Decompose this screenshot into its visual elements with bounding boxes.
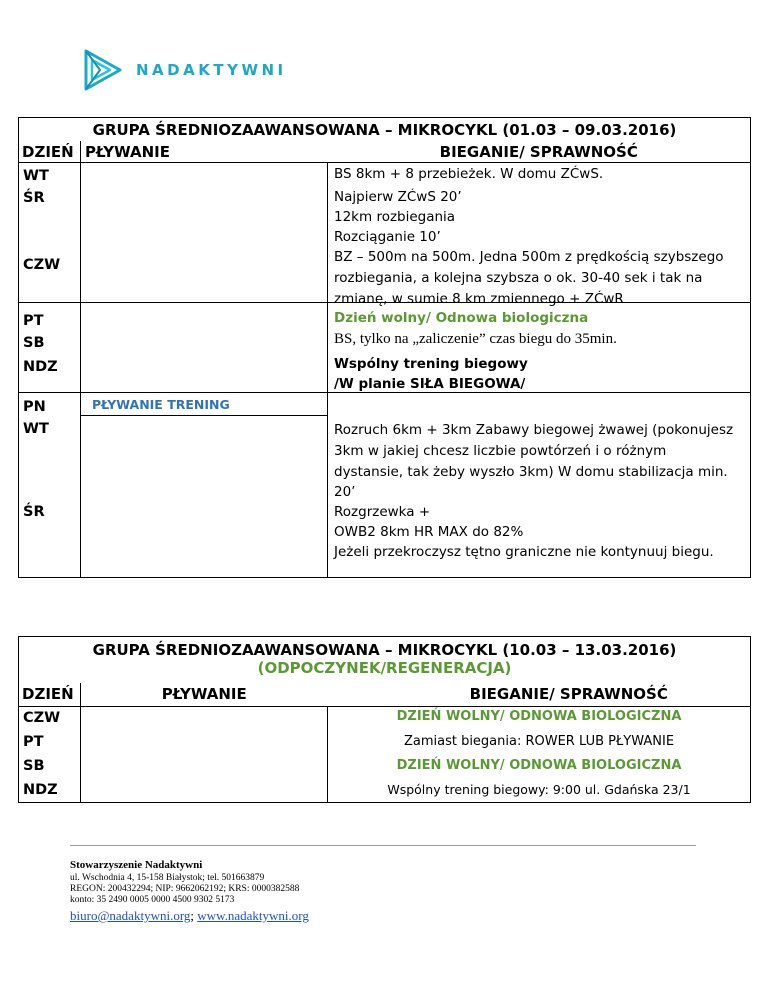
run-line: 12km rozbiegania bbox=[334, 209, 456, 225]
day-label: CZW bbox=[23, 257, 61, 273]
schedule-table-1 bbox=[18, 117, 751, 578]
day-label: NDZ bbox=[23, 359, 58, 375]
day-label: SB bbox=[23, 335, 45, 351]
run-line: zmianę, w sumie 8 km zmiennego + ZĆwR bbox=[334, 291, 624, 307]
play-triangle-icon bbox=[80, 47, 126, 93]
day-label: NDZ bbox=[23, 782, 58, 798]
swim-cell bbox=[81, 163, 328, 303]
run-line: DZIEŃ WOLNY/ ODNOWA BIOLOGICZNA bbox=[396, 758, 682, 773]
run-line: DZIEŃ WOLNY/ ODNOWA BIOLOGICZNA bbox=[396, 709, 682, 724]
col-run-header: BIEGANIE/ SPRAWNOŚĆ bbox=[328, 683, 751, 707]
schedule-table-2 bbox=[18, 636, 751, 803]
day-label: PT bbox=[23, 313, 44, 329]
run-line: Rozciąganie 10’ bbox=[334, 229, 441, 245]
days-cell bbox=[19, 393, 81, 578]
footer-ids: REGON: 200432294; NIP: 9662062192; KRS: 0000382588 bbox=[70, 884, 300, 894]
run-line: Wspólny trening biegowy: 9:00 ul. Gdańska 23/1 bbox=[387, 782, 691, 797]
table-title: GRUPA ŚREDNIOZAAWANSOWANA – MIKROCYKL (01.03 – 09.03.2016) bbox=[19, 118, 751, 141]
run-cell bbox=[328, 163, 751, 307]
col-swim-header: PŁYWANIE bbox=[81, 141, 328, 163]
col-swim-header: PŁYWANIE bbox=[81, 683, 328, 707]
day-label: ŚR bbox=[23, 504, 45, 520]
run-line: Jeżeli przekroczysz tętno graniczne nie kontynuuj biegu. bbox=[334, 544, 714, 560]
run-line: BZ – 500m na 500m. Jedna 500m z prędkością szybszego bbox=[334, 249, 724, 265]
day-label: PT bbox=[23, 734, 44, 750]
run-line: 3km w jakiej chcesz liczbie powtórzeń i o różnym bbox=[334, 443, 667, 459]
swim-cell bbox=[81, 393, 328, 578]
swim-cell bbox=[81, 303, 328, 393]
run-line: Zamiast biegania: ROWER LUB PŁYWANIE bbox=[403, 734, 675, 749]
footer-account: konto: 35 2490 0005 0000 4500 9302 5173 bbox=[70, 895, 235, 905]
run-line: Rozruch 6km + 3km Zabawy biegowej żwawej (pokonujesz bbox=[334, 422, 734, 438]
table-title bbox=[19, 637, 751, 683]
run-line: BS, tylko na „zaliczenie” czas biegu do 35min. bbox=[334, 331, 617, 347]
run-line: Rozgrzewka + bbox=[334, 504, 431, 520]
links-separator: ; bbox=[190, 908, 198, 923]
footer-links bbox=[70, 910, 309, 921]
col-day-header: DZIEŃ bbox=[19, 141, 81, 163]
day-label: PN bbox=[23, 399, 46, 415]
run-line: /W planie SIŁA BIEGOWA/ bbox=[334, 376, 526, 392]
run-line: rozbiegania, a kolejna szybsza o ok. 30-40 sek i tak na bbox=[334, 270, 703, 286]
run-line: Dzień wolny/ Odnowa biologiczna bbox=[334, 310, 589, 326]
footer bbox=[70, 860, 309, 921]
run-cell bbox=[328, 393, 751, 578]
logo bbox=[80, 46, 287, 94]
day-label: WT bbox=[23, 168, 49, 184]
days-cell bbox=[19, 707, 81, 803]
day-label: WT bbox=[23, 421, 49, 437]
run-line: 20’ bbox=[334, 484, 356, 500]
website-link[interactable]: www.nadaktywni.org bbox=[197, 908, 309, 923]
logo-text: NADAKTYWNI bbox=[136, 61, 287, 79]
col-run-header: BIEGANIE/ SPRAWNOŚĆ bbox=[328, 141, 751, 163]
swim-cell bbox=[81, 707, 328, 803]
table-title-text: GRUPA ŚREDNIOZAAWANSOWANA – MIKROCYKL (10.03 – 13.03.2016) bbox=[92, 641, 677, 659]
swim-training-label: PŁYWANIE TRENING bbox=[92, 397, 230, 412]
footer-org: Stowarzyszenie Nadaktywni bbox=[70, 859, 203, 871]
run-line: Najpierw ZĆwS 20’ bbox=[334, 189, 462, 205]
run-line: BS 8km + 8 przebieżek. W domu ZĆwS. bbox=[334, 166, 604, 182]
email-link[interactable]: biuro@nadaktywni.org bbox=[70, 908, 191, 923]
run-cell bbox=[328, 707, 751, 803]
run-line: Wspólny trening biegowy bbox=[334, 356, 528, 372]
col-day-header: DZIEŃ bbox=[19, 683, 81, 707]
days-cell bbox=[19, 303, 81, 393]
day-label: SB bbox=[23, 758, 45, 774]
day-label: ŚR bbox=[23, 190, 45, 206]
footer-address: ul. Wschodnia 4, 15-158 Białystok; tel. 501663879 bbox=[70, 873, 265, 883]
day-label: CZW bbox=[23, 710, 61, 726]
table-subtitle: (ODPOCZYNEK/REGENERACJA) bbox=[257, 659, 512, 677]
days-cell bbox=[19, 163, 81, 303]
run-line: OWB2 8km HR MAX do 82% bbox=[334, 524, 524, 540]
run-line: dystansie, tak żeby wyszło 3km) W domu stabilizacja min. bbox=[334, 464, 728, 480]
footer-divider bbox=[70, 845, 696, 846]
run-cell bbox=[328, 303, 751, 393]
